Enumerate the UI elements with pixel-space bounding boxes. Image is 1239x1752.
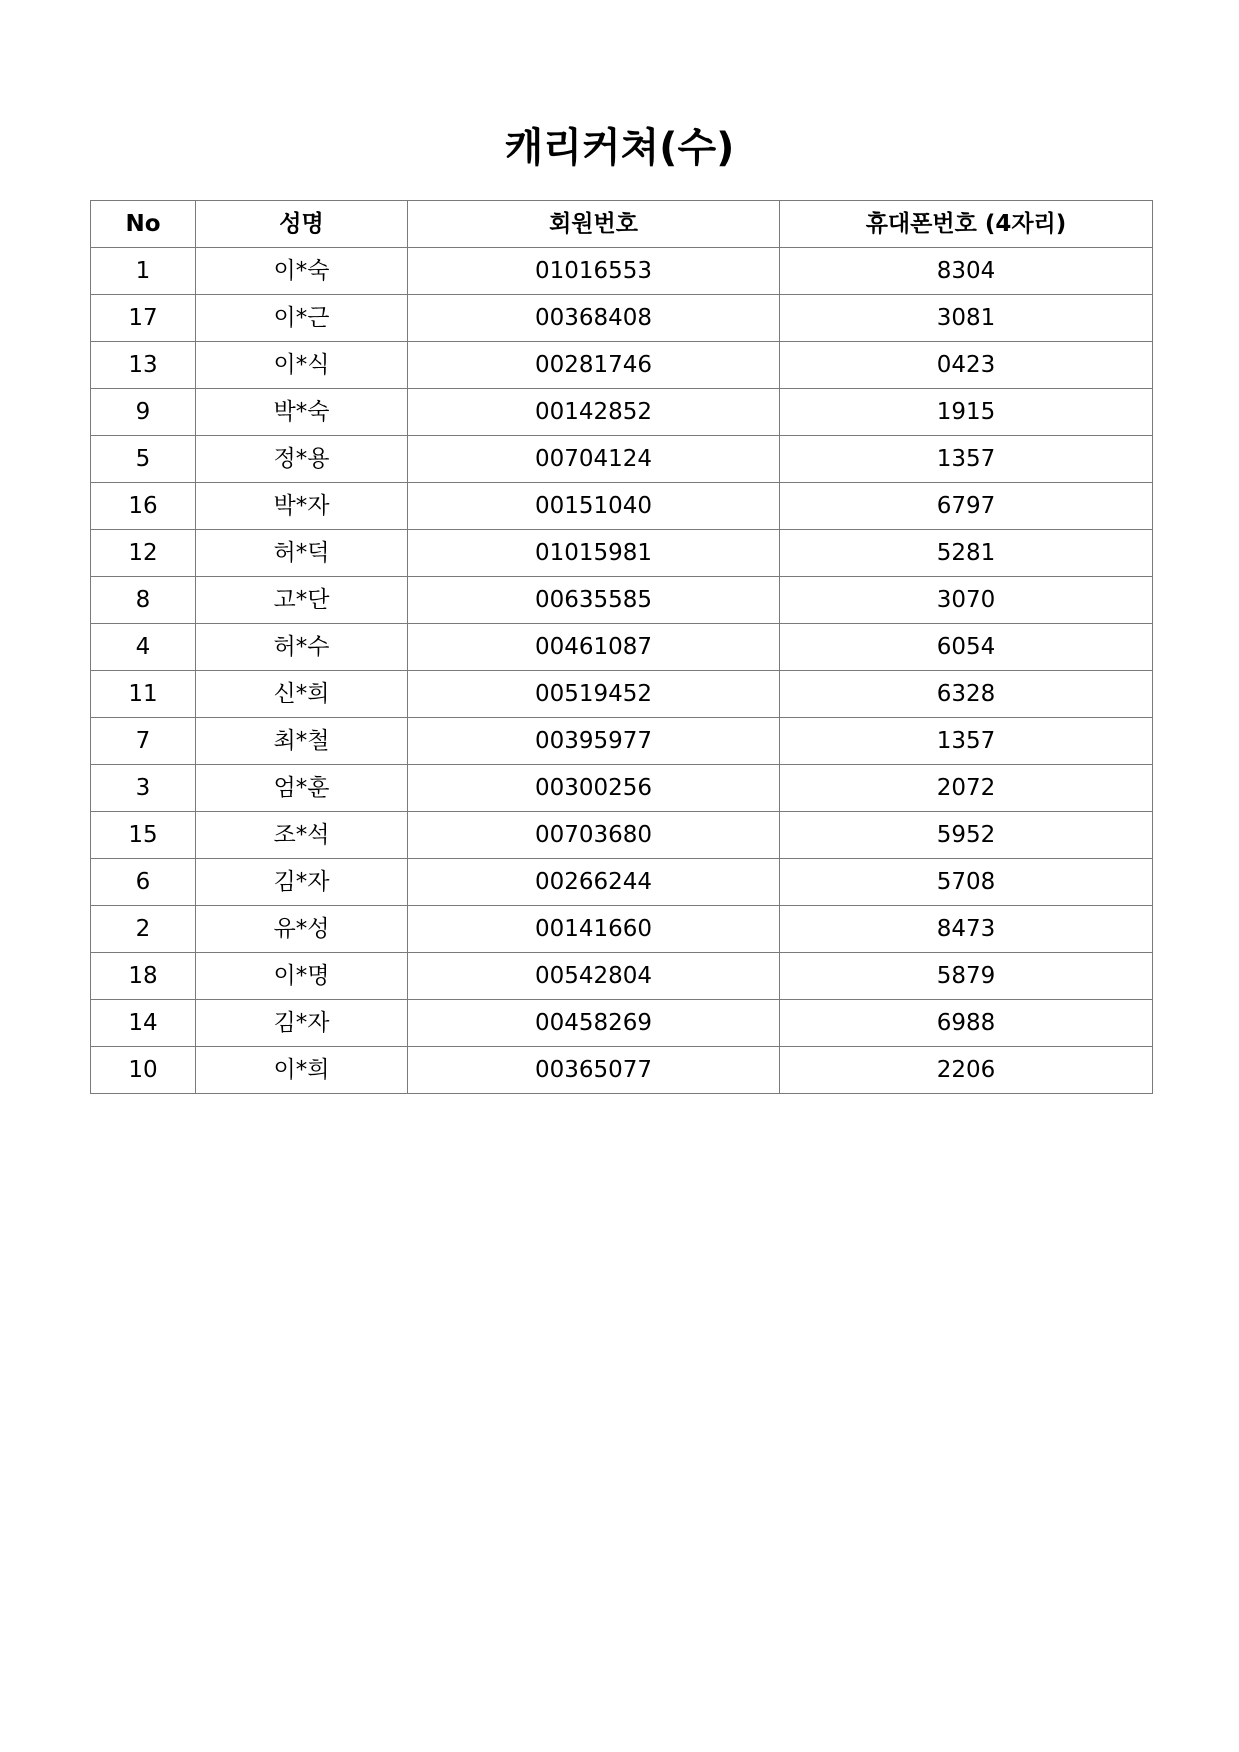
cell-name: 정*용 <box>196 436 408 483</box>
cell-name: 신*희 <box>196 671 408 718</box>
cell-name: 유*성 <box>196 906 408 953</box>
cell-member-number: 00635585 <box>408 577 780 624</box>
cell-member-number: 00461087 <box>408 624 780 671</box>
cell-no: 16 <box>91 483 196 530</box>
cell-phone-last4: 1357 <box>780 436 1153 483</box>
table-header-row <box>91 201 1153 248</box>
cell-name: 김*자 <box>196 859 408 906</box>
cell-no: 1 <box>91 248 196 295</box>
cell-name: 고*단 <box>196 577 408 624</box>
table-row <box>91 436 1153 483</box>
cell-no: 4 <box>91 624 196 671</box>
cell-name: 허*덕 <box>196 530 408 577</box>
cell-name: 이*숙 <box>196 248 408 295</box>
cell-member-number: 00151040 <box>408 483 780 530</box>
cell-name: 박*자 <box>196 483 408 530</box>
cell-name: 이*식 <box>196 342 408 389</box>
cell-member-number: 00519452 <box>408 671 780 718</box>
cell-member-number: 00141660 <box>408 906 780 953</box>
table-row <box>91 295 1153 342</box>
cell-phone-last4: 6797 <box>780 483 1153 530</box>
cell-member-number: 00395977 <box>408 718 780 765</box>
cell-no: 5 <box>91 436 196 483</box>
cell-member-number: 00703680 <box>408 812 780 859</box>
cell-phone-last4: 5879 <box>780 953 1153 1000</box>
cell-name: 이*희 <box>196 1047 408 1094</box>
cell-no: 14 <box>91 1000 196 1047</box>
table-row <box>91 624 1153 671</box>
cell-phone-last4: 2206 <box>780 1047 1153 1094</box>
cell-member-number: 00142852 <box>408 389 780 436</box>
table-row <box>91 765 1153 812</box>
column-header-name: 성명 <box>196 201 408 248</box>
cell-member-number: 00266244 <box>408 859 780 906</box>
column-header-member-number: 회원번호 <box>408 201 780 248</box>
cell-phone-last4: 0423 <box>780 342 1153 389</box>
cell-no: 2 <box>91 906 196 953</box>
cell-name: 허*수 <box>196 624 408 671</box>
table-body <box>91 248 1153 1094</box>
cell-phone-last4: 5952 <box>780 812 1153 859</box>
cell-phone-last4: 6328 <box>780 671 1153 718</box>
cell-phone-last4: 1357 <box>780 718 1153 765</box>
cell-no: 3 <box>91 765 196 812</box>
table-row <box>91 530 1153 577</box>
page-title: 캐리커쳐(수) <box>504 125 735 171</box>
table-row <box>91 1000 1153 1047</box>
cell-phone-last4: 5708 <box>780 859 1153 906</box>
cell-phone-last4: 5281 <box>780 530 1153 577</box>
table-row <box>91 389 1153 436</box>
cell-member-number: 00704124 <box>408 436 780 483</box>
cell-member-number: 00368408 <box>408 295 780 342</box>
participant-table <box>90 200 1153 1094</box>
table-row <box>91 483 1153 530</box>
table-row <box>91 812 1153 859</box>
cell-phone-last4: 1915 <box>780 389 1153 436</box>
cell-no: 11 <box>91 671 196 718</box>
table-row <box>91 248 1153 295</box>
table-row <box>91 718 1153 765</box>
cell-member-number: 00458269 <box>408 1000 780 1047</box>
cell-no: 6 <box>91 859 196 906</box>
table-row <box>91 577 1153 624</box>
cell-name: 엄*훈 <box>196 765 408 812</box>
cell-phone-last4: 6054 <box>780 624 1153 671</box>
cell-phone-last4: 8473 <box>780 906 1153 953</box>
cell-no: 15 <box>91 812 196 859</box>
cell-name: 조*석 <box>196 812 408 859</box>
cell-phone-last4: 3081 <box>780 295 1153 342</box>
column-header-phone-last4: 휴대폰번호 (4자리) <box>780 201 1153 248</box>
cell-phone-last4: 2072 <box>780 765 1153 812</box>
cell-no: 13 <box>91 342 196 389</box>
cell-member-number: 00365077 <box>408 1047 780 1094</box>
cell-member-number: 00542804 <box>408 953 780 1000</box>
table-row <box>91 953 1153 1000</box>
cell-member-number: 01015981 <box>408 530 780 577</box>
cell-no: 10 <box>91 1047 196 1094</box>
cell-no: 7 <box>91 718 196 765</box>
table-row <box>91 859 1153 906</box>
table-row <box>91 906 1153 953</box>
table-row <box>91 1047 1153 1094</box>
cell-name: 최*철 <box>196 718 408 765</box>
cell-no: 18 <box>91 953 196 1000</box>
table-row <box>91 342 1153 389</box>
cell-no: 8 <box>91 577 196 624</box>
cell-phone-last4: 8304 <box>780 248 1153 295</box>
cell-no: 12 <box>91 530 196 577</box>
cell-no: 9 <box>91 389 196 436</box>
cell-member-number: 01016553 <box>408 248 780 295</box>
column-header-no: No <box>91 201 196 248</box>
cell-member-number: 00281746 <box>408 342 780 389</box>
cell-no: 17 <box>91 295 196 342</box>
cell-name: 김*자 <box>196 1000 408 1047</box>
cell-phone-last4: 3070 <box>780 577 1153 624</box>
cell-phone-last4: 6988 <box>780 1000 1153 1047</box>
cell-name: 이*명 <box>196 953 408 1000</box>
cell-member-number: 00300256 <box>408 765 780 812</box>
table-row <box>91 671 1153 718</box>
cell-name: 박*숙 <box>196 389 408 436</box>
cell-name: 이*근 <box>196 295 408 342</box>
